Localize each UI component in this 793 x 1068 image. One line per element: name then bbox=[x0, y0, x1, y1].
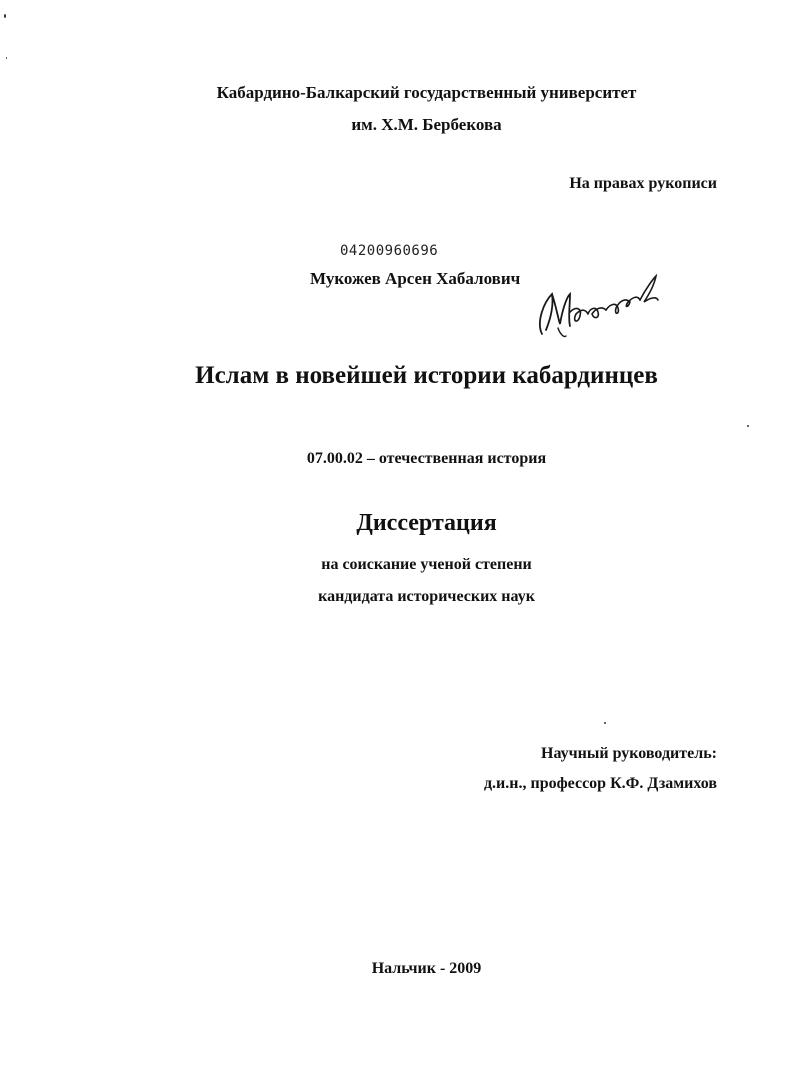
degree-line-1: на соискание ученой степени bbox=[321, 556, 532, 573]
city-and-year: Нальчик - 2009 bbox=[371, 960, 482, 977]
manuscript-rights-note: На правах рукописи bbox=[569, 175, 717, 192]
advisor-name: д.и.н., профессор К.Ф. Дзамихов bbox=[483, 775, 717, 792]
degree-line-2: кандидата исторических наук bbox=[318, 588, 535, 605]
university-name: Кабардино-Балкарский государственный университет bbox=[216, 83, 637, 102]
registration-number: 04200960696 bbox=[340, 243, 439, 259]
scan-speck bbox=[747, 425, 749, 427]
handwritten-signature bbox=[530, 272, 665, 342]
dissertation-title: Ислам в новейшей истории кабардинцев bbox=[195, 362, 658, 389]
university-named-after: им. Х.М. Бербекова bbox=[351, 115, 502, 134]
scan-speck bbox=[6, 57, 7, 59]
author-name: Мукожев Арсен Хабалович bbox=[310, 269, 521, 288]
specialty-code: 07.00.02 – отечественная история bbox=[306, 450, 547, 467]
advisor-label: Научный руководитель: bbox=[541, 745, 717, 762]
document-type: Диссертация bbox=[356, 510, 497, 536]
scan-speck bbox=[4, 14, 6, 18]
scan-speck bbox=[604, 722, 606, 724]
